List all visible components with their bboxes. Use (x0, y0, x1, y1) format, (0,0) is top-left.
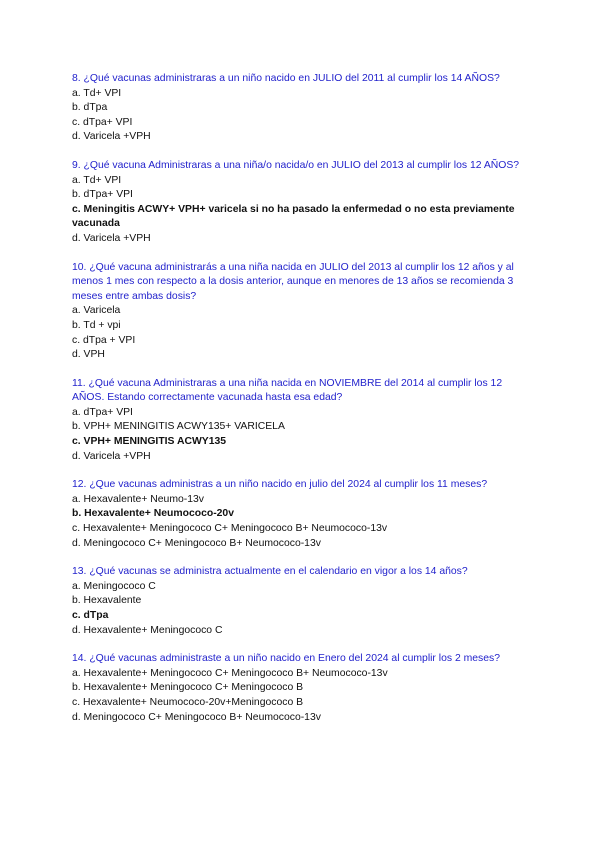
question-text: 14. ¿Qué vacunas administraste a un niño nacido en Enero del 2024 al cumplir los 2 meses? (72, 653, 500, 665)
answer-option: d. Meningococo C+ Meningococo B+ Neumococo-13v (72, 537, 321, 549)
question-text: 9. ¿Qué vacuna Administraras a una niña/o nacida/o en JULIO del 2013 al cumplir los 12 AÑOS? (72, 159, 520, 171)
answer-option: a. Hexavalente+ Meningococo C+ Meningococo B+ Neumococo-13v (72, 667, 388, 679)
answer-option-correct: c. dTpa (72, 610, 109, 621)
answer-option: a. dTpa+ VPI (72, 406, 133, 418)
answer-option: b. Hexavalente+ Meningococo C+ Meningococo B (72, 682, 304, 694)
answer-option: d. Varicela +VPH (72, 232, 151, 244)
answer-option: d. Hexavalente+ Meningococo C (72, 624, 223, 636)
answer-option-correct: c. Meningitis ACWY+ VPH+ varicela si no ha pasado la enfermedad o no esta previamente vacunada (72, 203, 515, 230)
answer-option: a. Varicela (72, 305, 121, 317)
question-text: 11. ¿Qué vacuna Administraras a una niña nacida en NOVIEMBRE del 2014 al cumplir los 12 AÑOS. Estando correctamente vacunada hasta esa edad? (72, 377, 503, 404)
question-block (72, 261, 526, 363)
answer-option: c. dTpa + VPI (72, 334, 136, 346)
answer-option: b. Td + vpi (72, 319, 121, 331)
question-block (72, 377, 526, 465)
answer-option: c. Hexavalente+ Meningococo C+ Meningococo B+ Neumococo-13v (72, 523, 388, 535)
answer-option: c. dTpa+ VPI (72, 116, 133, 128)
answer-option: b. dTpa (72, 102, 108, 114)
question-block (72, 478, 526, 551)
answer-option: a. Meningococo C (72, 580, 156, 592)
answer-option: d. Varicela +VPH (72, 450, 151, 462)
question-text: 13. ¿Qué vacunas se administra actualmente en el calendario en vigor a los 14 años? (72, 566, 468, 578)
answer-option: a. Hexavalente+ Neumo-13v (72, 493, 204, 505)
question-block (72, 72, 526, 145)
question-block (72, 652, 526, 725)
answer-option: a. Td+ VPI (72, 174, 122, 186)
answer-option: d. VPH (72, 349, 105, 361)
answer-option: d. Meningococo C+ Meningococo B+ Neumococo-13v (72, 711, 321, 723)
question-block (72, 565, 526, 638)
answer-option: d. Varicela +VPH (72, 131, 151, 143)
question-text: 8. ¿Qué vacunas administraras a un niño nacido en JULIO del 2011 al cumplir los 14 AÑOS? (72, 73, 500, 84)
answer-option: b. VPH+ MENINGITIS ACWY135+ VARICELA (72, 421, 285, 433)
answer-option: c. Hexavalente+ Neumococo-20v+Meningococo B (72, 696, 304, 708)
answer-option-correct: c. VPH+ MENINGITIS ACWY135 (72, 436, 227, 448)
answer-option: b. Hexavalente (72, 595, 142, 607)
question-list (72, 72, 526, 725)
answer-option: b. dTpa+ VPI (72, 189, 133, 201)
question-text: 12. ¿Que vacunas administras a un niño nacido en julio del 2024 al cumplir los 11 meses? (72, 479, 488, 491)
question-text: 10. ¿Qué vacuna administrarás a una niña nacida en JULIO del 2013 al cumplir los 12 años y al menos 1 mes con respecto a la dosis anterior, aunque en menores de 13 años se recomienda 3 meses entre ambas dosis? (72, 261, 514, 302)
answer-option: a. Td+ VPI (72, 87, 122, 99)
question-block (72, 159, 526, 247)
answer-option-correct: b. Hexavalente+ Neumococo-20v (72, 508, 234, 520)
